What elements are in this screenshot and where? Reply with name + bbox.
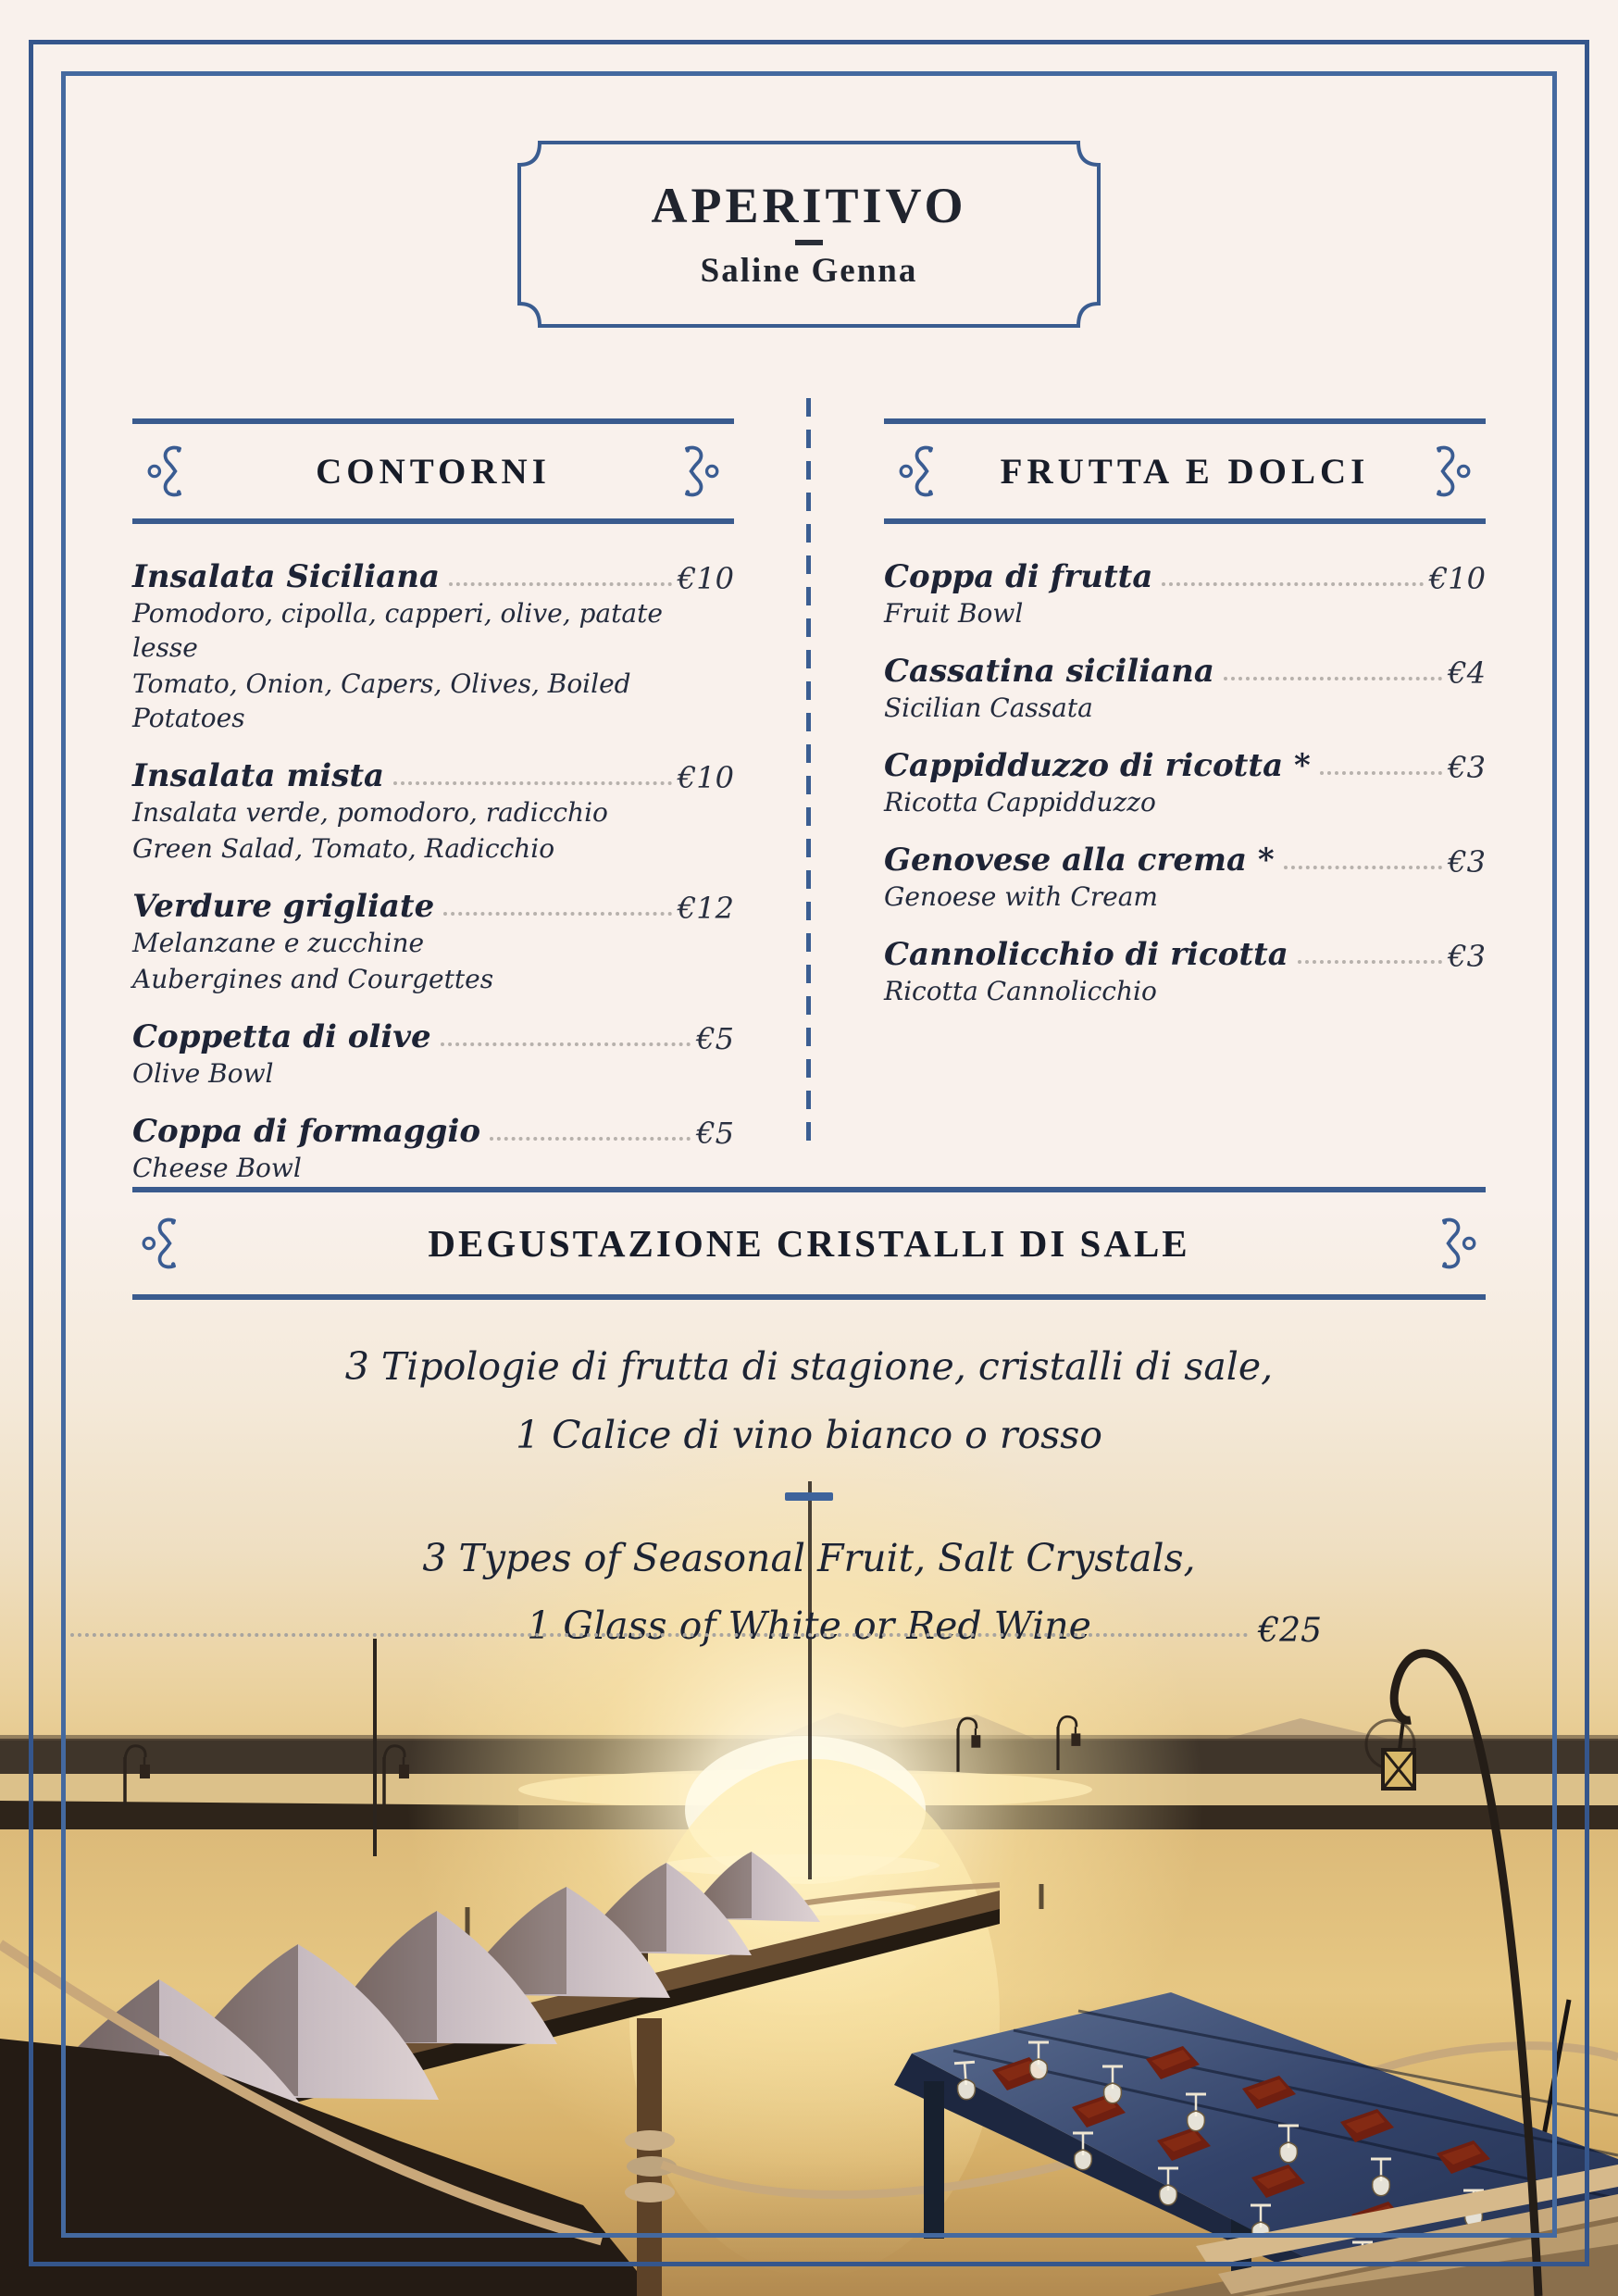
tasting-line-en: 3 Types of Seasonal Fruit, Salt Crystals,	[422, 1535, 1196, 1580]
item-price: €10	[677, 759, 734, 795]
item-description: Pomodoro, cipolla, capperi, olive, patate lesse	[132, 598, 663, 664]
item-name: Insalata mista	[132, 756, 385, 794]
tasting-line-it: 3 Tipologie di frutta di stagione, cristalli di sale,	[344, 1344, 1274, 1389]
item-description: Ricotta Cannolicchio	[884, 976, 1157, 1007]
dotted-leader	[449, 582, 672, 586]
menu-item	[132, 758, 734, 867]
item-price: €5	[696, 1020, 734, 1056]
item-descriptions	[884, 692, 1486, 726]
item-line	[132, 758, 734, 794]
item-price: €5	[696, 1115, 734, 1151]
menu-item	[132, 559, 734, 736]
item-descriptions	[884, 597, 1486, 631]
title-dash	[795, 240, 823, 245]
flourish-icon	[1436, 1215, 1478, 1272]
menu-item-list	[884, 559, 1486, 1009]
column-divider	[806, 398, 811, 1143]
item-name: Cappidduzzo di ricotta *	[884, 747, 1311, 785]
item-line	[132, 1114, 734, 1150]
section-degustazione	[132, 1187, 1486, 1300]
item-description: Green Salad, Tomato, Radicchio	[132, 832, 555, 864]
item-name: Genovese alla crema *	[884, 842, 1275, 880]
item-line	[132, 559, 734, 595]
item-description: Ricotta Cappidduzzo	[884, 787, 1156, 818]
section-heading-bar	[132, 418, 734, 524]
item-description: Insalata verde, pomodoro, radicchio	[132, 797, 608, 828]
item-descriptions	[132, 1152, 734, 1186]
item-line	[884, 842, 1486, 879]
dotted-leader	[490, 1137, 691, 1141]
section-title: CONTORNI	[316, 451, 551, 492]
item-price: €12	[677, 890, 734, 926]
item-description: Melanzane e zucchine	[132, 928, 425, 958]
dotted-leader	[1298, 960, 1443, 964]
item-line	[884, 559, 1486, 595]
dotted-leader	[1162, 582, 1424, 586]
dotted-leader	[441, 1042, 691, 1046]
menu-item	[132, 1114, 734, 1186]
item-line	[884, 654, 1486, 690]
menu-item	[884, 937, 1486, 1009]
item-descriptions	[884, 975, 1486, 1009]
title-box	[517, 141, 1101, 328]
menu-item	[132, 889, 734, 997]
item-description: Cheese Bowl	[132, 1153, 302, 1184]
tasting-line-it: 1 Calice di vino bianco o rosso	[516, 1412, 1102, 1457]
flourish-icon	[678, 443, 721, 500]
item-name: Insalata Siciliana	[132, 558, 441, 595]
menu-item-list	[132, 559, 734, 1186]
item-line	[132, 1019, 734, 1055]
item-description: Olive Bowl	[132, 1058, 274, 1089]
item-description: Tomato, Onion, Capers, Olives, Boiled Potatoes	[132, 668, 631, 733]
page-subtitle: Saline Genna	[700, 252, 918, 290]
item-price: €4	[1448, 655, 1486, 691]
item-line	[884, 937, 1486, 973]
page-title: APERITIVO	[651, 178, 967, 233]
flourish-icon	[1430, 443, 1473, 500]
item-description: Aubergines and Courgettes	[132, 963, 494, 994]
divider-dash	[785, 1492, 833, 1501]
item-name: Cassatina siciliana	[884, 653, 1214, 691]
item-name: Verdure grigliate	[132, 887, 435, 925]
section-frutta-e-dolci	[884, 418, 1486, 1031]
item-price: €10	[1428, 560, 1486, 596]
item-name: Cannolicchio di ricotta	[884, 936, 1288, 974]
menu-item	[884, 559, 1486, 631]
item-descriptions	[132, 927, 734, 997]
tasting-price-line	[70, 1612, 1322, 1650]
section-heading-bar	[884, 418, 1486, 524]
flourish-icon	[145, 443, 188, 500]
section-contorni	[132, 418, 734, 1208]
item-descriptions	[132, 597, 734, 736]
dotted-leader	[1224, 677, 1442, 680]
dotted-leader	[393, 781, 672, 785]
item-price: €10	[677, 560, 734, 596]
section-heading-bar	[132, 1187, 1486, 1300]
flourish-icon	[140, 1215, 182, 1272]
item-line	[132, 889, 734, 925]
tasting-line-en: 1 Glass of White or Red Wine	[527, 1603, 1091, 1649]
section-title: DEGUSTAZIONE CRISTALLI DI SALE	[428, 1222, 1190, 1265]
item-description: Fruit Bowl	[884, 598, 1024, 630]
dotted-leader	[443, 912, 672, 916]
item-descriptions	[132, 796, 734, 867]
item-name: Coppa di formaggio	[132, 1112, 481, 1150]
item-description: Sicilian Cassata	[884, 693, 1093, 724]
item-description: Genoese with Cream	[884, 881, 1158, 913]
item-price: €3	[1448, 844, 1486, 880]
menu-item	[132, 1019, 734, 1092]
tasting-price: €25	[1258, 1612, 1322, 1650]
item-descriptions	[132, 1057, 734, 1092]
section-title: FRUTTA E DOLCI	[1000, 451, 1370, 492]
menu-item	[884, 654, 1486, 726]
item-price: €3	[1448, 939, 1486, 975]
dotted-leader	[1320, 771, 1443, 775]
item-name: Coppetta di olive	[132, 1017, 431, 1055]
dotted-leader	[70, 1633, 1249, 1637]
item-name: Coppa di frutta	[884, 558, 1153, 595]
flourish-icon	[897, 443, 940, 500]
item-price: €3	[1448, 750, 1486, 785]
item-line	[884, 748, 1486, 784]
dotted-leader	[1284, 866, 1443, 869]
item-descriptions	[884, 786, 1486, 820]
menu-item	[884, 748, 1486, 820]
item-descriptions	[884, 880, 1486, 915]
menu-item	[884, 842, 1486, 915]
